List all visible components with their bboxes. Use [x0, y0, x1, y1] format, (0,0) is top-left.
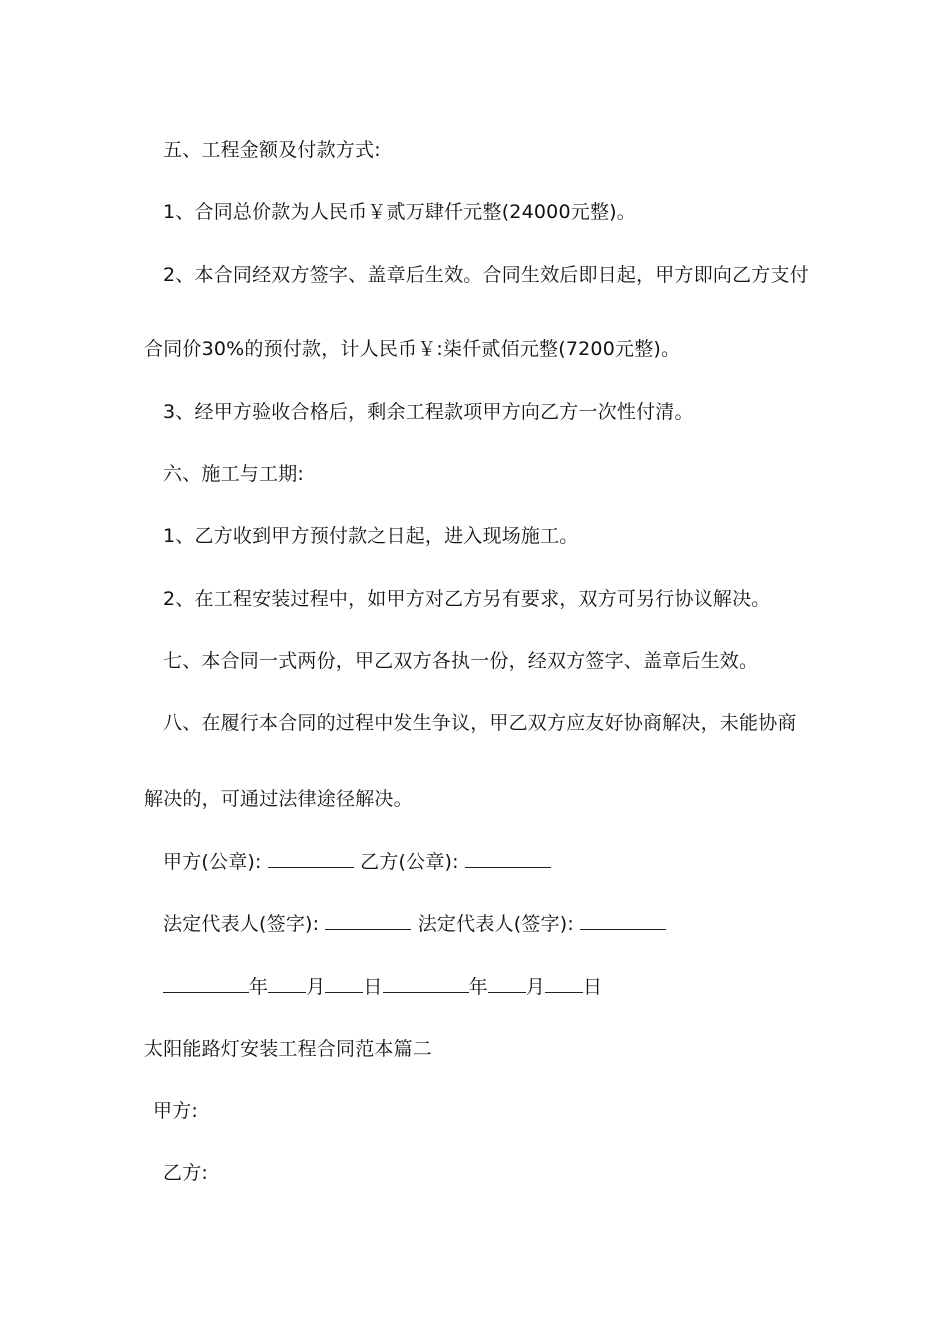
year-label: 年: [468, 976, 488, 998]
year-label: 年: [249, 976, 269, 998]
party-a-year-blank: [163, 974, 249, 993]
clause-total-price: 1、合同总价款为人民币￥贰万肆仟元整(24000元整)。: [163, 201, 636, 223]
seal-row: [163, 849, 551, 874]
clause-dispute-continued: 解决的，可通过法律途径解决。: [144, 788, 413, 810]
clause-prepayment: 2、本合同经双方签字、盖章后生效。合同生效后即日起，甲方即向乙方支付: [163, 264, 809, 286]
party-b-month-blank: [488, 974, 526, 993]
party-b-rep-label: 法定代表人(签字):: [417, 913, 574, 935]
party-a-rep-label: 法定代表人(签字):: [163, 913, 320, 935]
party-b-year-blank: [383, 974, 469, 993]
party-a-seal-blank: [268, 849, 354, 868]
clause-copies: 七、本合同一式两份，甲乙双方各执一份，经双方签字、盖章后生效。: [163, 650, 759, 672]
clause-prepayment-continued: 合同价30%的预付款，计人民币￥:柒仟贰佰元整(7200元整)。: [144, 338, 681, 360]
month-label: 月: [306, 976, 326, 998]
date-row: [163, 974, 602, 999]
section2-party-b: 乙方:: [163, 1162, 209, 1184]
day-label: 日: [363, 976, 383, 998]
party-b-seal-label: 乙方(公章):: [360, 851, 459, 873]
party-a-seal-label: 甲方(公章):: [163, 851, 262, 873]
party-b-day-blank: [545, 974, 583, 993]
month-label: 月: [525, 976, 546, 998]
party-b-rep-blank: [580, 911, 666, 930]
party-a-rep-blank: [325, 911, 411, 930]
party-b-seal-blank: [465, 849, 551, 868]
section2-party-a: 甲方:: [153, 1100, 199, 1122]
day-label: 日: [583, 976, 603, 998]
clause-start-work: 1、乙方收到甲方预付款之日起，进入现场施工。: [163, 525, 579, 547]
section2-title: 太阳能路灯安装工程合同范本篇二: [144, 1038, 433, 1060]
party-a-day-blank: [325, 974, 363, 993]
representative-row: [163, 911, 666, 936]
section-heading-amount: 五、工程金额及付款方式:: [163, 139, 381, 161]
clause-final-payment: 3、经甲方验收合格后，剩余工程款项甲方向乙方一次性付清。: [163, 401, 694, 423]
clause-dispute: 八、在履行本合同的过程中发生争议，甲乙双方应友好协商解决，未能协商: [163, 712, 797, 734]
clause-extra-requirements: 2、在工程安装过程中，如甲方对乙方另有要求，双方可另行协议解决。: [163, 588, 771, 610]
party-a-month-blank: [268, 974, 306, 993]
section-heading-construction: 六、施工与工期:: [163, 463, 305, 485]
